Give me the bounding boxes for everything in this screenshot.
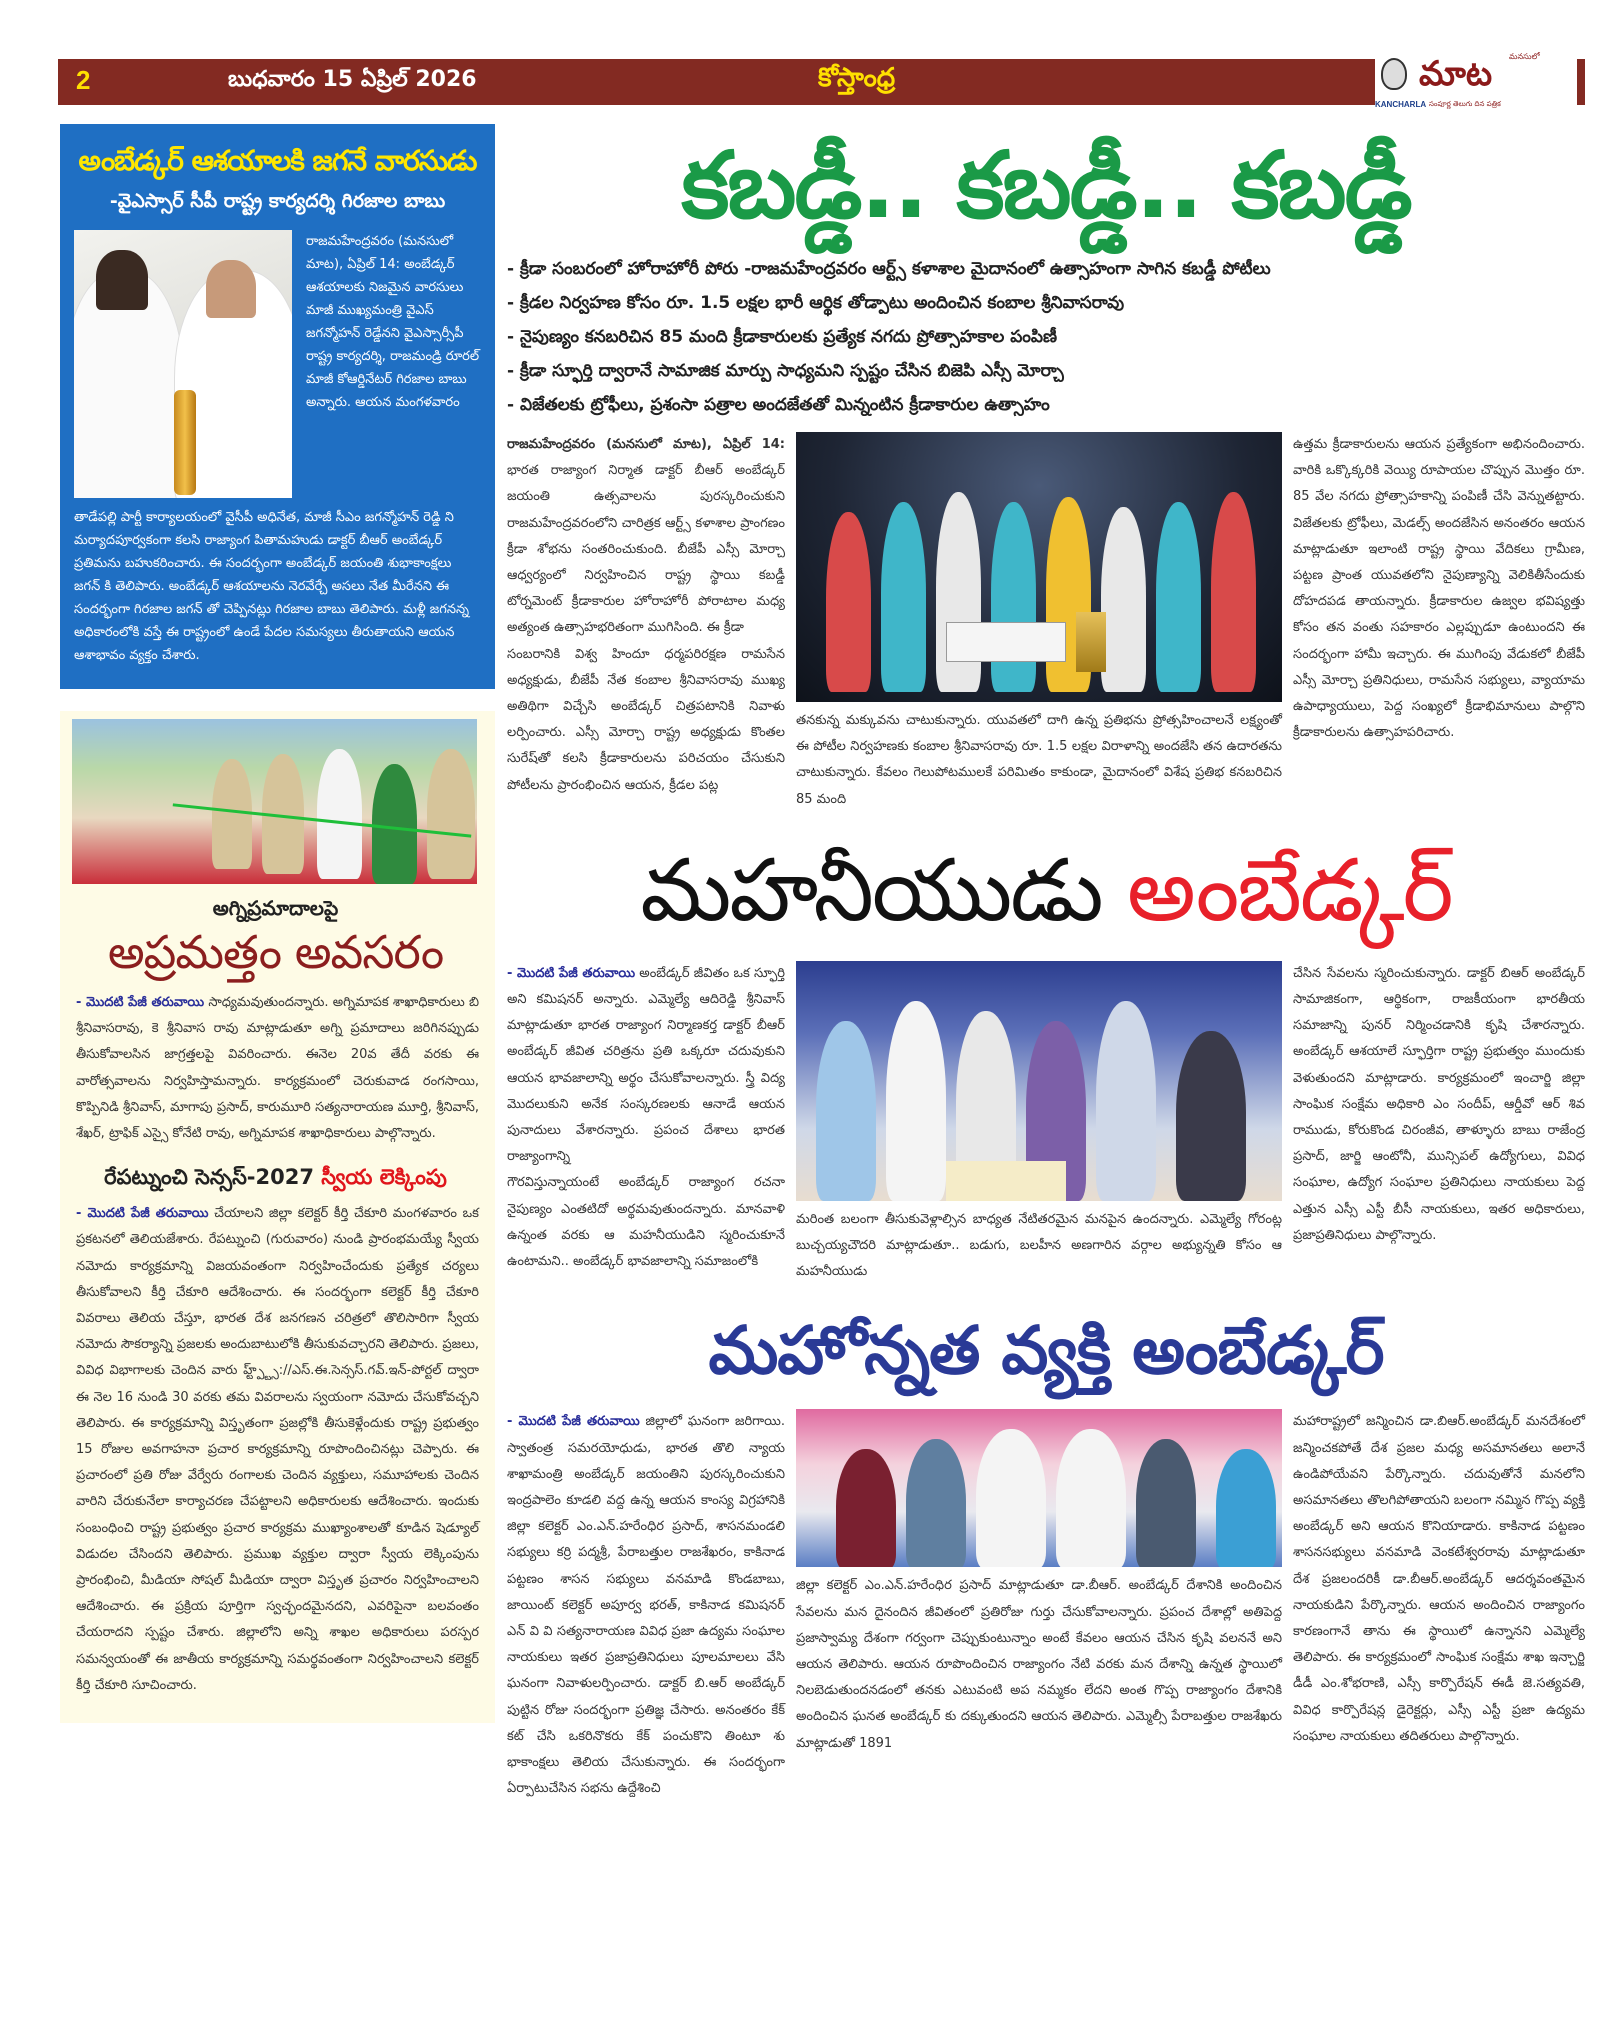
left-sidebar (60, 124, 495, 1723)
attendee (1136, 1439, 1196, 1567)
kabaddi-columns (507, 432, 1585, 813)
ambedkar1-column-1 (507, 961, 785, 1275)
trophy-icon (1076, 612, 1106, 672)
ambedkar2-column-1 (507, 1409, 785, 1802)
attendee (906, 1439, 966, 1567)
ambedkar-headline-1-red: అంబేడ్కర్ (1126, 840, 1452, 941)
census-body (72, 1201, 479, 1699)
founder-portrait-icon (1381, 58, 1407, 90)
logo-edge-bar (1577, 59, 1585, 105)
fire-body (72, 990, 479, 1147)
jagan-story-box (60, 124, 495, 689)
logo-name: మాట (1419, 54, 1493, 94)
continued-label: - మొదటి పేజీ తరువాయి (76, 1206, 209, 1222)
jagan-side-text: రాజమహేంద్రవరం (మనసులో మాట), ఏప్రిల్ 14: అంబేడ్కర్ ఆశయాలకు నిజమైన వారసులు మాజీ ముఖ్యమంత్రి వైఎస్ జగన్మోహన్ రెడ్డేనని వైఎస్సార్సీపీ రాష్ట్ర కార్యదర్శి, రాజమండ్రి రూరల్ మాజీ కోఆర్డినేటర్ గిరజాల బాబు అన్నారు. ఆయన మంగళవారం (306, 234, 480, 410)
logo-brand: KANCHARLA (1375, 100, 1427, 109)
main-column (507, 124, 1585, 1802)
census-body-text: చేయాలని జిల్లా కలెక్టర్ కీర్తి చేకూరి మంగళవారం ఒక ప్రకటనలో తెలియజేశారు. రేపట్నుంచి (గురువారం) నుండి ప్రారంభమయ్యే స్వీయ నమోదు కార్యక్రమాన్ని విజయవంతంగా నిర్వహించేందుకు ప్రత్యేక చర్యలు తీసుకోవాలని కీర్తి చేకూరి ఆదేశించారు. ఈ సందర్భంగా కలెక్టర్ కీర్తి చేకూరి వివరాలు తెలియ చేస్తూ, భారత దేశ జనగణన చరిత్రలో తొలిసారిగా స్వీయ నమోదు సౌకర్యాన్ని ప్రజలకు అందుబాటులోకి తీసుకువచ్చారని తెలిపారు. ప్రజలు, వివిధ విభాగాలకు చెందిన వారు హ్ట్ప్ట్స్://ఎస్.ఈ.సెన్సస్.గవ్.ఇన్-పోర్టల్ ద్వారా ఈ నెల 16 నుండి 30 వరకు తమ వివరాలను స్వయంగా నమోదు చేసుకోవచ్చని తెలిపారు. ఈ కార్యక్రమాన్ని విస్తృతంగా ప్రజల్లోకి తీసుకెళ్లేందుకు రాష్ట్ర ప్రభుత్వం 15 రోజుల అవగాహనా ప్రచార కార్యక్రమాన్ని రూపొందించినట్లు చెప్పారు. ఈ ప్రచారంలో ప్రతి రోజు వేర్వేరు రంగాలకు చెందిన వ్యక్తులు, సమూహాలకు చెందిన వారిని చేరుకునేలా కార్యాచరణ చేపట్టాలని అధికారులకు ఆదేశించారు. ఇందుకు సంబంధించి రాష్ట్ర ప్రభుత్వం ప్రచార కార్యక్రమ ముఖ్యాంశాలతో కూడిన షెడ్యూల్ విడుదల చేసిందని తెలిపారు. ప్రముఖ వ్యక్తుల ద్వారా స్వీయ లెక్కింపును ప్రారంభించి, మీడియా సోషల్ మీడియా ద్వారా విస్తృత ప్రచారం నిర్వహించాలని ఆదేశించారు. ఈ ప్రక్రియ పూర్తిగా స్వచ్ఛందమైనదని, ఎవరిపైనా బలవంతం చేయరాదని స్పష్టం చేశారు. జిల్లాలోని అన్ని శాఖల అధికారులు పరస్పర సమన్వయంతో ఈ జాతీయ కార్యక్రమాన్ని సమర్థవంతంగా నిర్వహించాలని కలెక్టర్ కీర్తి చేకూరి సూచించారు. (76, 1206, 479, 1693)
guest-white (317, 749, 362, 879)
kabaddi-col2-text: తనకున్న మక్కువను చాటుకున్నారు. యువతలో దాగి ఉన్న ప్రతిభను ప్రోత్సహించాలనే లక్ష్యంతో ఈ పోటీల నిర్వహణకు కంబాల శ్రీనివాసరావు రూ. 1.5 లక్షల విరాళాన్ని అందజేసి తన ఉదారతను చాటుకున్నారు. కేవలం గెలుపోటములకే పరిమితం కాకుండా, మైదానంలో విశేష ప్రతిభ కనబరిచిన 85 మంది (796, 713, 1282, 807)
ambedkar1-col1-text: అంబేడ్కర్ జీవితం ఒక స్ఫూర్తి అని కమిషనర్ అన్నారు. ఎమ్మెల్యే ఆదిరెడ్డి శ్రీనివాస్ మాట్లాడుతూ భారత రాజ్యాంగ నిర్మాణకర్త డాక్టర్ బీఆర్ అంబేడ్కర్ జీవిత చరిత్రను ప్రతి ఒక్కరూ చదువుకుని ఆయన భావజాలాన్ని అర్థం చేసుకోవాలన్నారు. స్త్రీ విద్య మొదలుకుని అనేక సంస్కరణలకు ఆనాడే ఆయన పునాదులు వేశారన్నారు. ప్రపంచ దేశాలు భారత రాజ్యాంగాన్ని (507, 965, 785, 1165)
attendee (836, 1449, 896, 1567)
attendee (816, 1021, 876, 1201)
ambedkar2-columns (507, 1409, 1585, 1802)
ambedkar1-column-2 (796, 961, 1282, 1286)
jagan-meeting-photo (74, 230, 292, 498)
kabaddi-highlight: - విజేతలకు ట్రోఫీలు, ప్రశంసా పత్రాల అందజేతతో మిన్నంటిన క్రీడాకారుల ఉత్సాహం (507, 388, 1585, 422)
ambedkar-story-1 (507, 813, 1585, 1286)
fire-body-text: సాధ్యమవుతుందన్నారు. అగ్నిమాపక శాఖాధికారులు బి శ్రీనివాసరావు, కె శ్రీనివాస రావు మాట్లాడుతూ అగ్ని ప్రమాదాలు జరిగినప్పుడు తీసుకోవాలసిన జాగ్రత్తలపై వివరించారు. ఈనెల 20వ తేదీ వరకు ఈ వారోత్సవాలను నిర్వహిస్తామన్నారు. కార్యక్రమంలో చెరుకువాడ రంగసాయి, కొప్పినిడి శ్రీనివాస్, మాగాపు ప్రసాద్, కారుమూరి సత్యనారాయణ మూర్తి, శ్రీనివాస్, శేఖర్, ట్రాఫిక్ ఎస్సై కోనేటి రావు, అగ్నిమాపక శాఖాధికారులు పాల్గొన్నారు. (76, 995, 479, 1142)
ambedkar-headline-1 (507, 831, 1585, 951)
page-number: 2 (76, 65, 91, 95)
person-right-head (206, 260, 256, 318)
player (1156, 502, 1201, 692)
player (881, 502, 926, 692)
ambedkar1-col2-text: మరింత బలంగా తీసుకువెళ్లాల్సిన బాధ్యత నేటితరమైన మనపైన ఉందన్నారు. ఎమ్మెల్యే గోరంట్ల బుచ్చయ్యచౌదరి మాట్లాడుతూ.. బడుగు, బలహీన అణగారిన వర్గాల అభ్యున్నతి కోసం ఆ మహనీయుడు (796, 1211, 1282, 1280)
attendee (886, 1001, 946, 1201)
ambedkar-jayanti-cake-photo (796, 961, 1282, 1201)
fire-census-box (60, 711, 495, 1723)
kabaddi-dateline: రాజమహేంద్రవరం (మనసులో మాట), ఏప్రిల్ 14: (507, 437, 785, 452)
kabaddi-col1-text: భారత రాజ్యాంగ నిర్మాత డాక్టర్ బీఆర్ అంబేడ్కర్ జయంతి ఉత్సవాలను పురస్కరించుకుని రాజమహేంద్రవరంలోని చారిత్రక ఆర్ట్స్ కళాశాల ప్రాంగణం క్రీడా శోభను సంతరించుకుంది. బీజేపీ ఎస్సీ మోర్చా ఆధ్వర్యంలో నిర్వహించిన రాష్ట్ర స్థాయి కబడ్డీ టోర్నమెంట్ క్రీడాకారుల హోరాహోరీ పోరాటాల మధ్య అత్యంత ఉత్సాహభరితంగా ముగిసింది. ఈ క్రీడా (507, 463, 785, 636)
player (1211, 492, 1256, 692)
kabaddi-highlight: - నైపుణ్యం కనబరిచిన 85 మంది క్రీడాకారులకు ప్రత్యేక నగదు ప్రోత్సాహకాల పంపిణీ (507, 320, 1585, 354)
kabaddi-col1b-text: సంబరానికి విశ్వ హిందూ ధర్మపరిరక్షణ రామసేన అధ్యక్షుడు, బీజేపీ నేత కంబాల శ్రీనివాసరావు ముఖ్య అతిథిగా విచ్చేసి అంబేడ్కర్ చిత్రపటానికి నివాళు లర్పించారు. ఎస్సీ మోర్చా రాష్ట్ర అధ్యక్షుడు కొంతల సురేష్‌తో కలసి క్రీడాకారులను పరిచయం చేసుకుని పోటీలను ప్రారంభించిన ఆయన, క్రీడల పట్ల (507, 646, 785, 793)
ambedkar-statue (174, 390, 196, 495)
kabaddi-column-3 (1293, 432, 1585, 746)
page-layout (0, 118, 1613, 1822)
kabaddi-story (507, 124, 1585, 813)
kabaddi-highlight: - క్రీడా స్ఫూర్తి ద్వారానే సామాజిక మార్పు సాధ్యమని స్పష్టం చేసిన బిజెపి ఎస్సీ మోర్చా (507, 354, 1585, 388)
edition-region: కోస్తాంధ్ర (818, 63, 896, 93)
player (991, 502, 1036, 692)
logo-tagline: సంపూర్ణ తెలుగు దిన పత్రిక (1429, 100, 1501, 108)
player (936, 492, 981, 692)
logo-small-label: మనసులో (1509, 52, 1540, 61)
cake (946, 1161, 1066, 1201)
jagan-headline: అంబేడ్కర్ ఆశయాలకి జగనే వారసుడు (78, 144, 477, 177)
officer-3 (427, 749, 475, 879)
ambedkar-pledge-photo (796, 1409, 1282, 1567)
ambedkar-headline-1-black: మహనీయుడు (640, 840, 1102, 941)
kabaddi-col3-text: ఉత్తమ క్రీడాకారులను ఆయన ప్రత్యేకంగా అభినందించారు. వారికి ఒక్కొక్కరికి వెయ్యి రూపాయల చొప్పున మొత్తం రూ. 85 వేల నగదు ప్రోత్సాహకాన్ని పంపిణీ చేసి వెన్నుతట్టారు. విజేతలకు ట్రోఫీలు, మెడల్స్ అందజేసిన అనంతరం ఆయన మాట్లాడుతూ ఇలాంటి రాష్ట్ర స్థాయి వేదికలు గ్రామీణ, పట్టణ ప్రాంత యువతలోని నైపుణ్యాన్ని వెలికితీసేందుకు దోహదపడ తాయన్నారు. క్రీడాకారుల ఉజ్వల భవిష్యత్తు కోసం తన వంతు సహకారం ఎల్లప్పుడూ ఉంటుందని ఈ సందర్భంగా హామీ ఇచ్చారు. ఈ ముగింపు వేడుకలో బీజేపీ ఎస్సీ మోర్చా ప్రతినిధులు, రామసేన సభ్యులు, వ్యాయామ ఉపాధ్యాయులు, పెద్ద సంఖ్యలో క్రీడాభిమానులు పాల్గొని క్రీడాకారులను ఉత్సాహపరిచారు. (1293, 437, 1585, 741)
attendee (1176, 1031, 1246, 1201)
kabaddi-column-2 (796, 432, 1282, 813)
ambedkar-headline-2: మహోన్నత వ్యక్తి అంబేడ్కర్ (708, 1312, 1384, 1390)
ambedkar2-col2-text: జిల్లా కలెక్టర్ ఎం.ఎన్.హరేంధిర ప్రసాద్ మాట్లాడుతూ డా.బీఆర్. అంబేడ్కర్ దేశానికి అందించిన సేవలను మన దైనందిన జీవితంలో ప్రతిరోజు గుర్తు చేసుకోవాలన్నారు. ప్రపంచ దేశాల్లో అతిపెద్ద ప్రజాస్వామ్య దేశంగా గర్వంగా చెప్పుకుంటున్నాం అంటే కేవలం ఆయన చేసిన కృషి వలననే అని ఆయన తెలిపారు. ఆయన రూపొందించిన రాజ్యాంగం నేటి వరకు మన దేశాన్ని ఉన్నత స్థాయిలో నిలబెడుతుందనడంలో తనకు ఎటువంటి అప నమ్మకం లేదని అంత గొప్ప రాజ్యాంగం దేశానికి అందించిన ఘనత అంబేడ్కర్ కు దక్కుతుందని ఆయన తెలిపారు. ఎమ్మెల్సీ పేరాబత్తుల రాజశేఖరు మాట్లాడుతో 1891 (796, 1578, 1282, 1751)
jagan-body-text: తాడేపల్లి పార్టీ కార్యాలయంలో వైసీపీ అధినేత, మాజీ సీఎం జగన్మోహన్ రెడ్డి ని మర్యాదపూర్వకంగా కలసి రాజ్యాంగ పితామహుడు డాక్టర్ బీఆర్ అంబేడ్కర్ ప్రతిమను బహుకరించారు. ఈ సందర్భంగా అంబేడ్కర్ జయంతి శుభాకాంక్షలు జగన్ కి తెలిపారు. అంబేడ్కర్ ఆశయాలను నెరవేర్చే అసలు నేత మీరేనని ఈ సందర్భంగా గిరజాల జగన్ తో చెప్పినట్లు గిరజాల బాబు తెలిపారు. మళ్లీ జగనన్న అధికారంలోకి వస్తే ఈ రాష్ట్రంలో ఉండే పేదల సమస్యలు తీరుతాయని ఆయన ఆశాభావం వ్యక్తం చేశారు. (74, 510, 470, 663)
continued-label: - మొదటి పేజీ తరువాయి (507, 965, 636, 981)
kabaddi-highlights (507, 252, 1585, 422)
census-headline-black: రేపట్నుంచి సెన్సస్-2027 (104, 1165, 314, 1190)
jagan-photo-row (74, 230, 481, 498)
ambedkar2-column-2 (796, 1409, 1282, 1756)
ambedkar1-col3-text: చేసిన సేవలను స్మరించుకున్నారు. డాక్టర్ బిఆర్ అంబేడ్కర్ సామాజికంగా, ఆర్థికంగా, రాజకీయంగా భారతీయ సమాజాన్ని పునర్ నిర్మించడానికి కృషి చేశారన్నారు. అంబేడ్కర్ ఆశయాలే స్ఫూర్తిగా రాష్ట్ర ప్రభుత్వం ముందుకు వెళుతుందని మాట్లాడారు. కార్యక్రమంలో ఇంచార్జి జిల్లా సాంఘిక సంక్షేమ అధికారి ఎం సందీప్, ఆర్డీవో ఆర్ శివ రాముడు, కోరుకొండ చిరంజీవ, తాళ్ళూరు బాబు రాజేంద్ర ప్రసాద్, జార్జి ఆంటోనీ, మున్సిపల్ ఉద్యోగులు, వివిధ సంఘాల, ఉద్యోగ సంఘాల ప్రతినిధులు నాయకులు పెద్ద ఎత్తున ఎస్సీ ఎస్టీ బీసీ నాయకులు, ఇతర అధికారులు, ప్రజాప్రతినిధులు పాల్గొన్నారు. (1293, 965, 1585, 1243)
ambedkar1-col1b-text: గౌరవిస్తున్నాయంటే అంబేడ్కర్ రాజ్యాంగ రచనా నైపుణ్యం ఎంతటిదో అర్థమవుతుందన్నారు. మానవాళి ఉన్నంత వరకు ఆ మహనీయుడిని స్మరించుకూనే ఉంటామని.. అంబేడ్కర్ భావజాలాన్ని సమాజంలోకి (507, 1175, 785, 1270)
fire-week-inauguration-photo (72, 719, 477, 884)
kabaddi-highlight: - క్రీడా సంబరంలో హోరాహోరీ పోరు -రాజమహేంద్రవరం ఆర్ట్స్ కళాశాల మైదానంలో ఉత్సాహంగా సాగిన కబడ్డీ పోటీలు (507, 252, 1585, 286)
fire-headline: అప్రమత్తం అవసరం (107, 925, 444, 979)
jagan-subhead: -వైఎస్సార్ సీపీ రాష్ట్ర కార్యదర్శి గిరజాల బాబు (109, 190, 446, 212)
prize-cheque (946, 622, 1066, 662)
issue-date: బుధవారం 15 ఏప్రిల్ 2026 (228, 67, 477, 92)
kabaddi-team-photo (796, 432, 1282, 702)
ambedkar2-column-3 (1293, 1409, 1585, 1750)
kabaddi-headline: కబడ్డీ.. కబడ్డీ.. కబడ్డీ (681, 132, 1411, 239)
person-left-head (96, 250, 148, 310)
kabaddi-column-1 (507, 432, 785, 799)
player (1101, 507, 1146, 692)
ambedkar1-column-3 (1293, 961, 1585, 1249)
fire-kicker: అగ్నిప్రమాదాలపై (212, 896, 339, 920)
ambedkar2-col3-text: మహారాష్ట్రలో జన్మించిన డా.బిఆర్.అంబేడ్కర్ మనదేశంలో జన్మించకపోతే దేశ ప్రజల మధ్య అసమానతలు అలానే ఉండిపోయేవని పేర్కొన్నారు. చదువుతోనే మనలోని అసమానతలు తొలగిపోతాయని బలంగా నమ్మిన గొప్ప వ్యక్తి అంబేడ్కర్ అని ఆయన కొనియాడారు. కాకినాడ పట్టణం శాసనసభ్యులు వనమాడి వెంకటేశ్వరరావు మాట్లాడుతూ దేశ ప్రజలందరికీ డా.బీఆర్.అంబేడ్కర్ ఆదర్శవంతమైన నాయకుడిని పేర్కొన్నారు. ఆయన అందించిన రాజ్యాంగం కారణంగానే తాను ఈ స్థాయిలో ఉన్నానని ఎమ్మెల్యే తెలిపారు. ఈ కార్యక్రమంలో సాంఘిక సంక్షేమ శాఖ ఇన్చార్జి డీడీ ఎం.శోభరాణి, ఎస్సీ కార్పొరేషన్ ఈడీ జె.సత్యవతి, వివిధ కార్పొరేషన్ల డైరెక్టర్లు, ఎస్సీ ఎస్టీ ప్రజా ఉద్యమ సంఘాల నాయకులు తదితరులు పాల్గొన్నారు. (1293, 1414, 1585, 1744)
page-top (0, 0, 1613, 118)
continued-label: - మొదటి పేజీ తరువాయి (76, 995, 205, 1010)
masthead-bar (58, 59, 1433, 105)
ambedkar-story-2 (507, 1285, 1585, 1802)
kabaddi-highlight: - క్రీడల నిర్వహణ కోసం రూ. 1.5 లక్షల భారీ ఆర్థిక తోడ్పాటు అందించిన కంబాల శ్రీనివాసరావు (507, 286, 1585, 320)
census-headline-red: స్వీయ లెక్కింపు (321, 1165, 447, 1190)
player (826, 512, 871, 692)
newspaper-logo[interactable] (1375, 52, 1585, 116)
ambedkar1-columns (507, 961, 1585, 1286)
ambedkar2-col1-text: జిల్లాలో ఘనంగా జరిగాయి. స్వాతంత్ర సమరయోధుడు, భారత తొలి న్యాయ శాఖామంత్రి అంబేడ్కర్ జయంతిని పురస్కరించుకుని ఇంద్రపాలెం కూడలి వద్ద ఉన్న ఆయన కాంస్య విగ్రహానికి జిల్లా కలెక్టర్ ఎం.ఎన్.హరేంధిర ప్రసాద్, శాసనమండలి సభ్యులు కర్రి పద్మశ్రీ, పేరాబత్తుల రాజశేఖరం, కాకినాడ పట్టణం శాసన సభ్యులు వనమాడి కొండబాబు, జాయింట్ కలెక్టర్ అపూర్వ భరత్, కాకినాడ కమిషనర్ ఎన్ వి వి సత్యనారాయణ వివిధ ప్రజా ఉద్యమ సంఘాల నాయకులు ఇతర ప్రజాప్రతినిధులు పూలమాలలు వేసి ఘనంగా నివాళులర్పించారు. డాక్టర్ బి.ఆర్ అంబేడ్కర్ పుట్టిన రోజు సందర్భంగా ప్రతిజ్ఞ చేసారు. అనంతరం కేక్ కట్ చేసి ఒకరినొకరు కేక్ పంచుకొని తింటూ శు భాకాంక్షలు తెలియ చేసుకున్నారు. ఈ సందర్భంగా ఏర్పాటుచేసిన సభను ఉద్దేశించి (507, 1414, 785, 1797)
attendee (1216, 1449, 1276, 1567)
attendee (976, 1429, 1046, 1567)
attendee (1056, 1429, 1126, 1567)
census-headline (72, 1161, 479, 1193)
continued-label: - మొదటి పేజీ తరువాయి (507, 1414, 640, 1430)
attendee (1096, 1001, 1156, 1201)
